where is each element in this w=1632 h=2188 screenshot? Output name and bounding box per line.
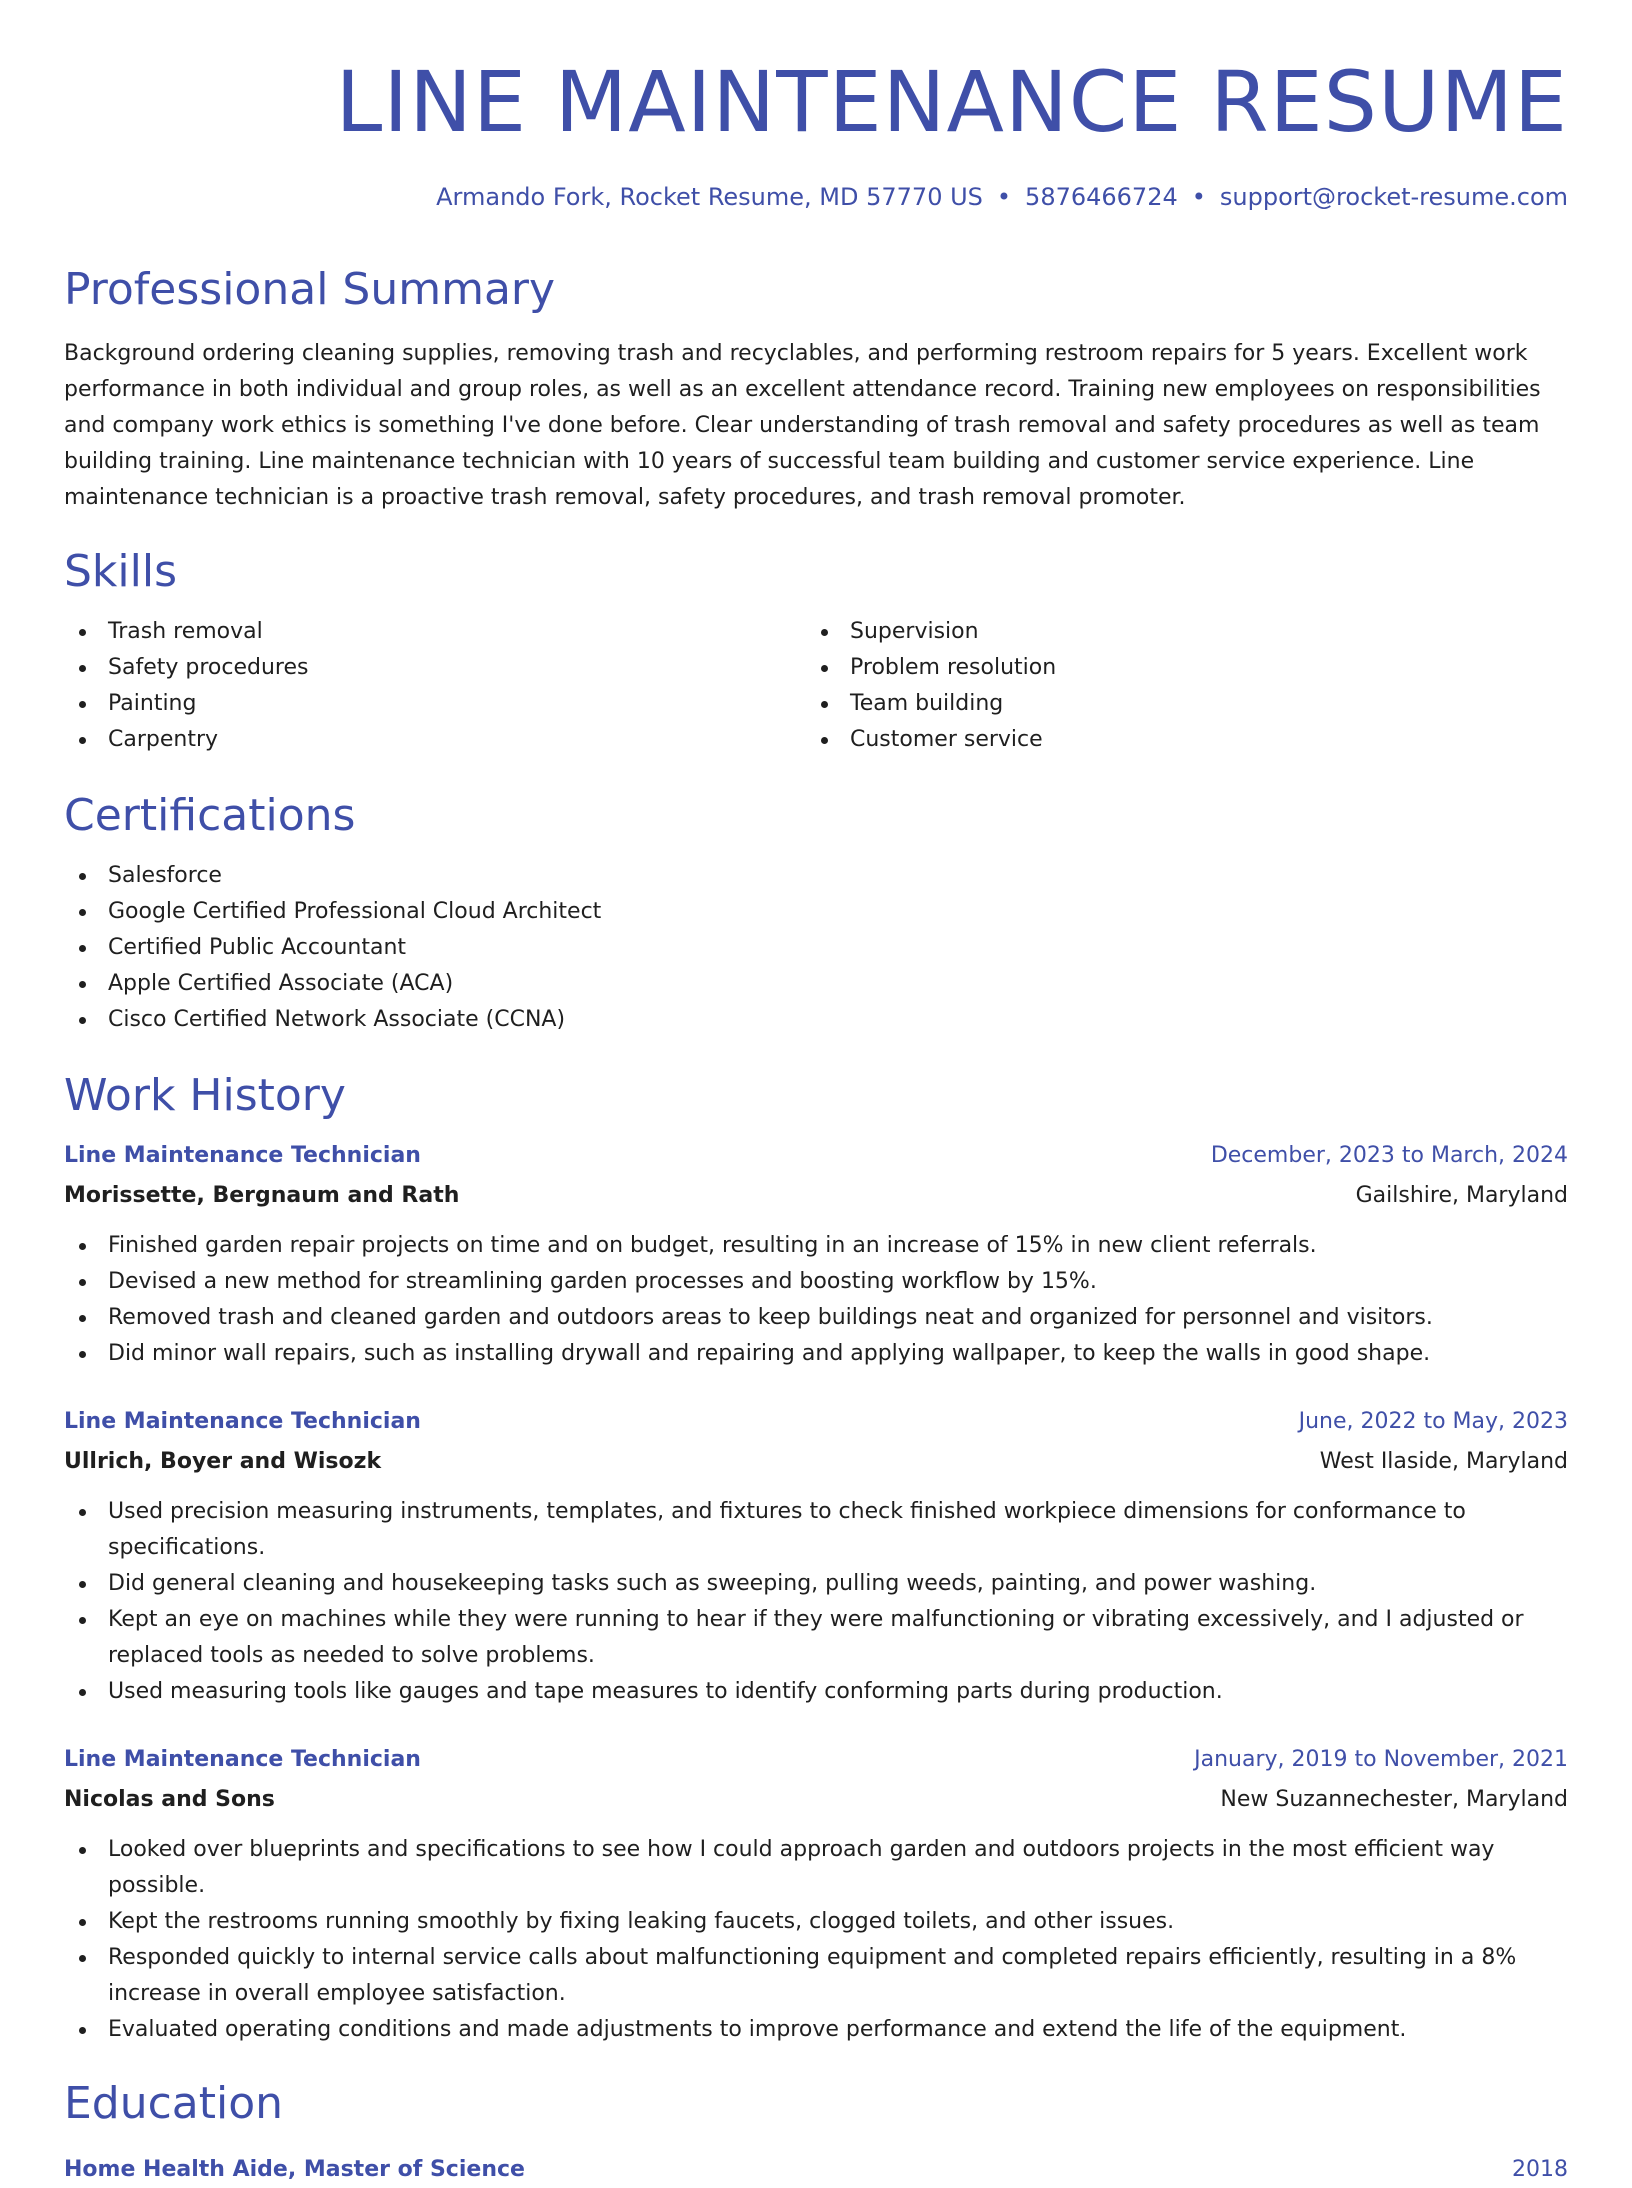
job-title: Line Maintenance Technician	[64, 1409, 421, 1434]
resume-title: LINE MAINTENANCE RESUME	[335, 53, 1568, 151]
skill-item: Customer service	[806, 722, 1548, 758]
summary-heading: Professional Summary	[64, 264, 556, 315]
skill-item: Carpentry	[64, 722, 806, 758]
job-bullet: Finished garden repair projects on time and on budget, resulting in an increase of 15% in new client referrals.	[64, 1228, 1568, 1264]
education-degree: Home Health Aide, Master of Science	[64, 2157, 525, 2182]
work-history-heading: Work History	[64, 1070, 346, 1121]
skills-column-right	[806, 614, 1548, 758]
job-bullet: Evaluated operating conditions and made adjustments to improve performance and extend the life of the equipment.	[64, 2012, 1568, 2048]
job-title: Line Maintenance Technician	[64, 1747, 421, 1772]
job-bullets	[64, 1228, 1568, 1372]
skill-item: Trash removal	[64, 614, 806, 650]
skill-item: Painting	[64, 686, 806, 722]
education-heading: Education	[64, 2078, 284, 2129]
certifications-heading: Certifications	[64, 790, 356, 841]
job-bullet: Kept an eye on machines while they were running to hear if they were malfunctioning or vibrating excessively, and I adjusted or replaced tools as needed to solve problems.	[64, 1602, 1568, 1674]
skill-item: Safety procedures	[64, 650, 806, 686]
job-bullet: Did minor wall repairs, such as installing drywall and repairing and applying wallpaper, to keep the walls in good shape.	[64, 1336, 1568, 1372]
skill-item: Supervision	[806, 614, 1548, 650]
job-dates: December, 2023 to March, 2024	[1210, 1143, 1568, 1168]
job-entry	[64, 1138, 1568, 1372]
job-bullet: Used precision measuring instruments, templates, and fixtures to check finished workpiece dimensions for conformance to specifications.	[64, 1494, 1568, 1566]
contact-email: support@rocket-resume.com	[1219, 183, 1568, 211]
job-location: New Suzannechester, Maryland	[1220, 1787, 1568, 1812]
education-entry	[64, 2152, 1568, 2188]
job-bullets	[64, 1832, 1568, 2048]
skill-item: Team building	[806, 686, 1548, 722]
job-company: Nicolas and Sons	[64, 1787, 275, 1812]
summary-text: Background ordering cleaning supplies, removing trash and recyclables, and performing restroom repairs for 5 years. Excellent work performance in both individual and group roles, as well as an excellent attendance record. Training new employees on responsibilities and company work ethics is something I've done before. Clear understanding of trash removal and safety procedures as well as team building training. Line maintenance technician with 10 years of successful team building and customer service experience. Line maintenance technician is a proactive trash removal, safety procedures, and trash removal promoter.	[64, 341, 1541, 510]
job-location: Gailshire, Maryland	[1355, 1183, 1568, 1208]
skills-column-left	[64, 614, 806, 758]
job-company: Morissette, Bergnaum and Rath	[64, 1183, 460, 1208]
certification-item: Cisco Certified Network Associate (CCNA)	[64, 1002, 1568, 1038]
job-bullets	[64, 1494, 1568, 1710]
certification-item: Salesforce	[64, 858, 1568, 894]
job-bullet: Used measuring tools like gauges and tape measures to identify conforming parts during production.	[64, 1674, 1568, 1710]
skill-item: Problem resolution	[806, 650, 1548, 686]
skills-grid	[64, 614, 1568, 758]
certification-item: Certified Public Accountant	[64, 930, 1568, 966]
certification-item: Google Certified Professional Cloud Architect	[64, 894, 1568, 930]
job-bullet: Devised a new method for streamlining garden processes and boosting workflow by 15%.	[64, 1264, 1568, 1300]
skills-heading: Skills	[64, 546, 178, 597]
contact-line	[64, 180, 1568, 214]
job-bullet: Responded quickly to internal service calls about malfunctioning equipment and completed repairs efficiently, resulting in a 8% increase in overall employee satisfaction.	[64, 1940, 1568, 2012]
contact-separator: •	[1191, 183, 1206, 211]
job-company: Ullrich, Boyer and Wisozk	[64, 1449, 382, 1474]
contact-separator: •	[996, 183, 1012, 211]
job-title: Line Maintenance Technician	[64, 1143, 421, 1168]
job-entry	[64, 1742, 1568, 2048]
job-bullet: Did general cleaning and housekeeping tasks such as sweeping, pulling weeds, painting, and power washing.	[64, 1566, 1568, 1602]
contact-phone: 5876466724	[1025, 183, 1178, 211]
job-bullet: Kept the restrooms running smoothly by fixing leaking faucets, clogged toilets, and other issues.	[64, 1904, 1568, 1940]
certification-item: Apple Certified Associate (ACA)	[64, 966, 1568, 1002]
job-dates: June, 2022 to May, 2023	[1298, 1409, 1568, 1434]
contact-address: Armando Fork, Rocket Resume, MD 57770 US	[436, 183, 983, 211]
job-bullet: Looked over blueprints and specifications to see how I could approach garden and outdoors projects in the most efficient way possible.	[64, 1832, 1568, 1904]
job-dates: January, 2019 to November, 2021	[1194, 1747, 1568, 1772]
job-entry	[64, 1404, 1568, 1710]
resume-page	[64, 0, 1568, 2182]
job-location: West Ilaside, Maryland	[1319, 1449, 1568, 1474]
certifications-list	[64, 858, 1568, 1038]
job-bullet: Removed trash and cleaned garden and outdoors areas to keep buildings neat and organized for personnel and visitors.	[64, 1300, 1568, 1336]
education-year: 2018	[1512, 2157, 1568, 2182]
